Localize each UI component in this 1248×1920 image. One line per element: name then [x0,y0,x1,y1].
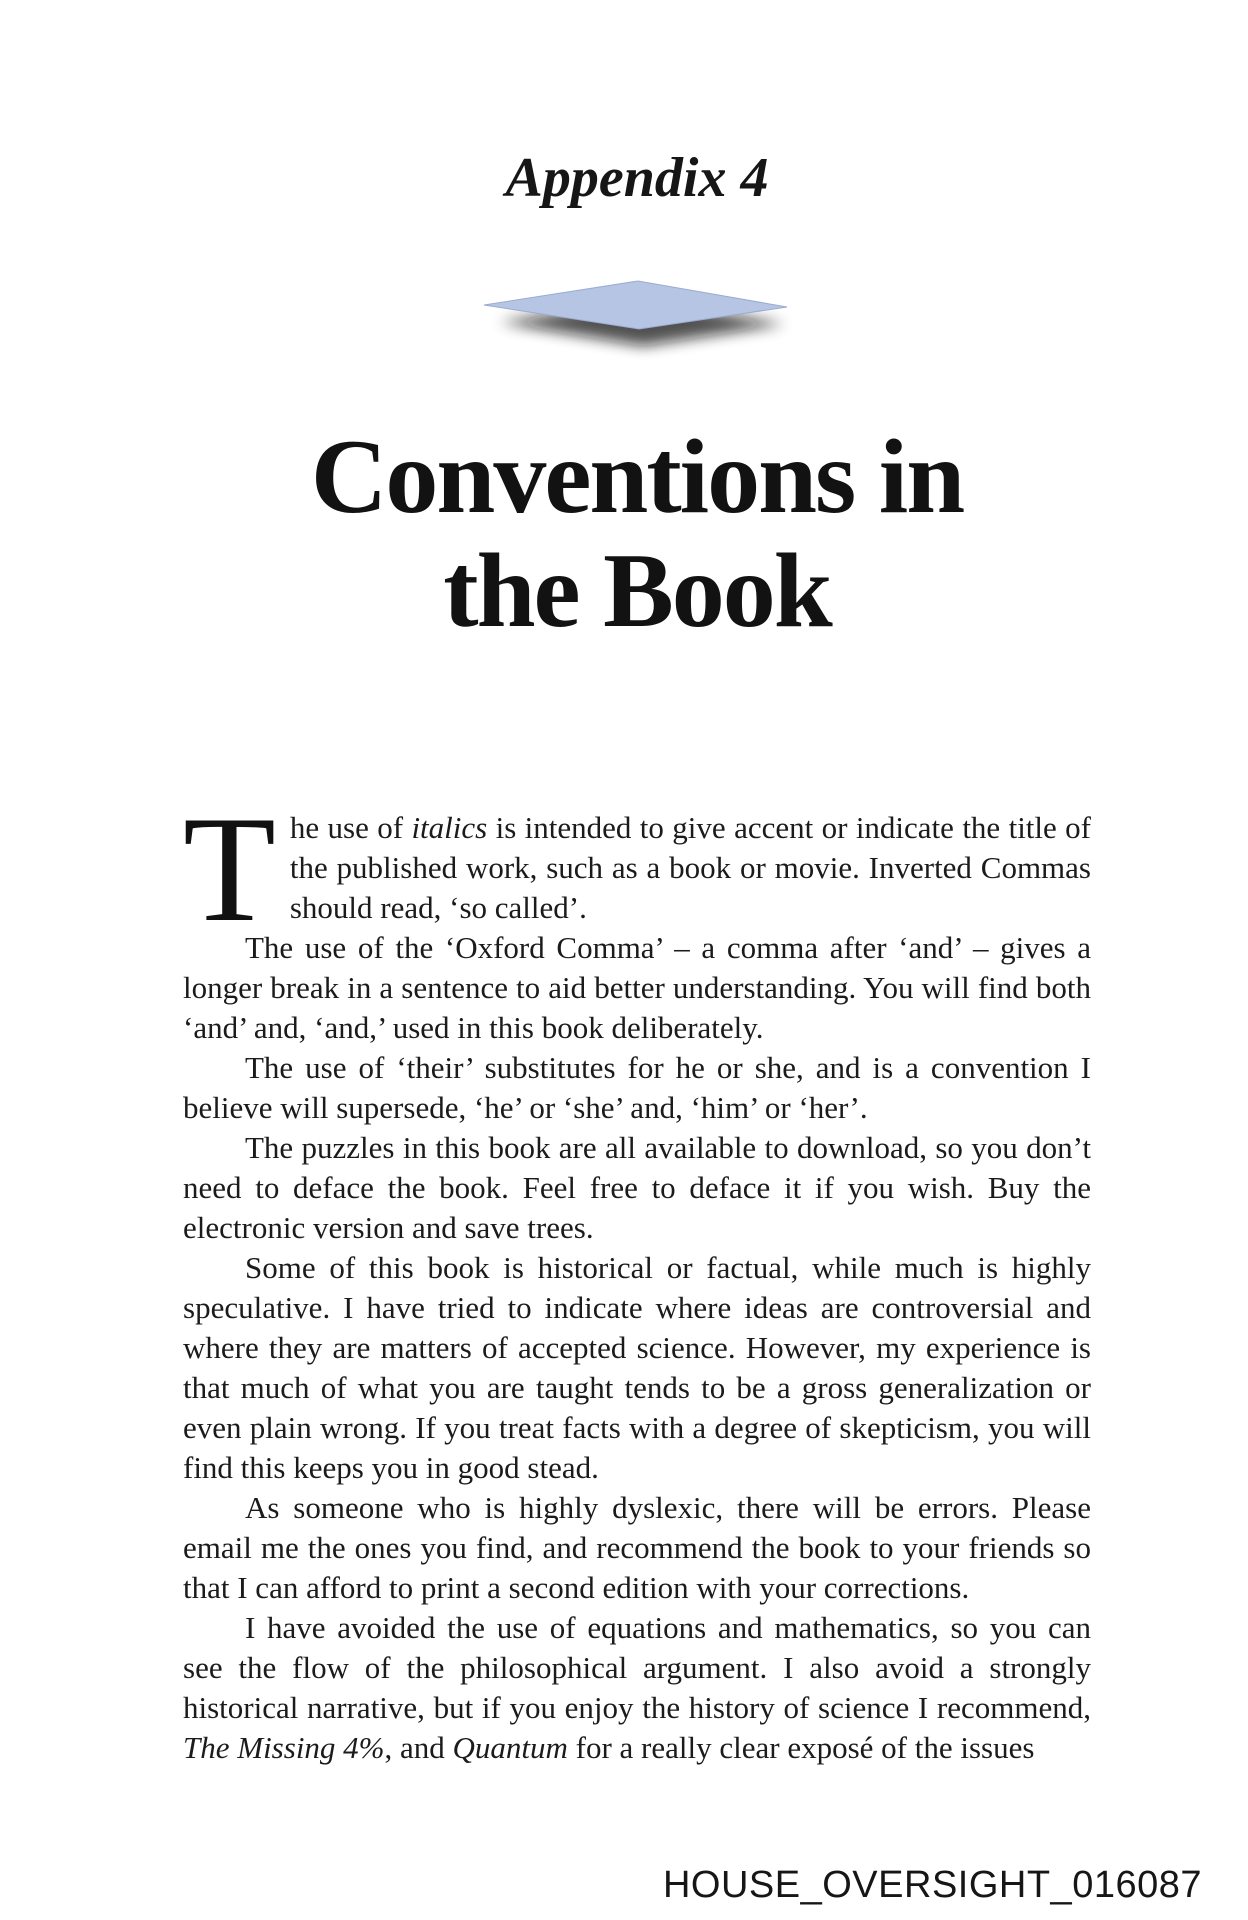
paragraph-text: for a really clear exposé of the issues [567,1729,1035,1765]
chapter-title-line-2: the Book [443,531,831,649]
body-text [183,784,1092,1768]
paragraph-text: The use of ‘their’ substitutes for he or she, and is a convention I believe will supersede, ‘he’ or ‘she’ and, ‘him’ or ‘her’. [183,1049,1091,1125]
paragraph-text: Some of this book is historical or factual, while much is highly speculative. I have tried to indicate where ideas are controversial and where they are matters of accepted science. However, my experience is that much of what you are taught tends to be a gross generalization or even plain wrong. If you treat facts with a degree of skepticism, you will find this keeps you in good stead. [183,1249,1091,1485]
paragraph-text: , and [384,1729,453,1765]
oversight-stamp: HOUSE_OVERSIGHT_016087 [662,1864,1202,1906]
drop-cap: T [183,784,276,953]
italic-text: The Missing 4% [183,1729,385,1765]
paragraph-text: is intended to give accent or indicate the title of the published work, such as a book or movie. Inverted Commas should read, ‘so called’. [289,809,1092,925]
paragraph-text: As someone who is highly dyslexic, there will be errors. Please email me the ones you find, and recommend the book to your friends so that I can afford to print a second edition with your corrections. [183,1489,1091,1605]
diamond-ornament-icon [481,280,793,360]
paragraph-text: The use of the ‘Oxford Comma’ – a comma after ‘and’ – gives a longer break in a sentence to aid better understanding. You will find both ‘and’ and, ‘and,’ used in this book deliberately. [183,929,1091,1045]
paragraph [183,928,1091,1048]
page-content-column [183,0,1091,1768]
italic-text: italics [411,809,488,845]
chapter-title [183,417,1091,649]
appendix-heading: Appendix 4 [505,147,769,209]
paragraph [183,1488,1091,1608]
paragraph-text: he use of [289,809,412,845]
paragraph-text: I have avoided the use of equations and mathematics, so you can see the flow of the philosophical argument. I also avoid a strongly historical narrative, but if you enjoy the history of science I recommend, [183,1609,1091,1725]
paragraph-text: The puzzles in this book are all available to download, so you don’t need to deface the book. Feel free to deface it if you wish. Buy the electronic version and save trees. [183,1129,1091,1245]
paragraph [183,784,1092,953]
paragraph [183,1048,1091,1128]
paragraph [183,1128,1091,1248]
chapter-title-line-1: Conventions in [310,417,964,535]
paragraph [183,1248,1091,1488]
paragraph [183,1608,1091,1768]
italic-text: Quantum [452,1729,568,1765]
